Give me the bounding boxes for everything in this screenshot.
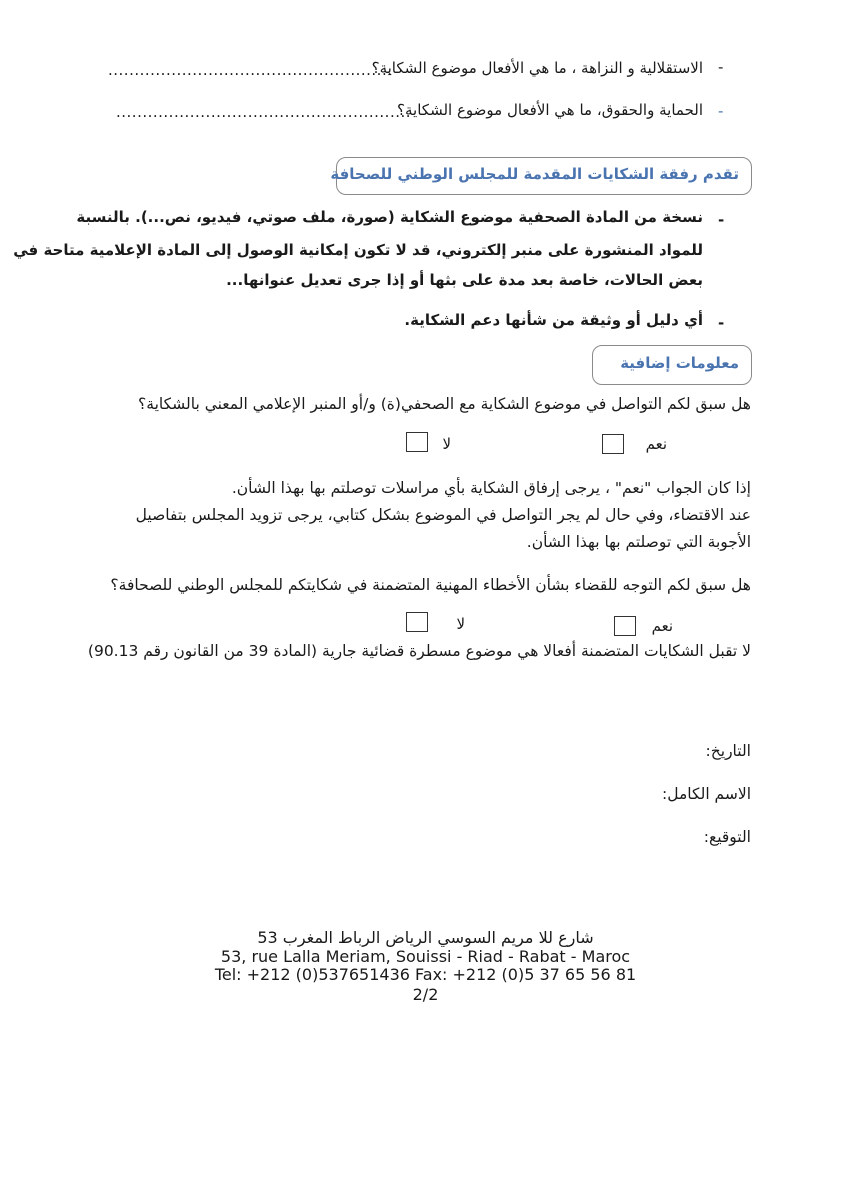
bullet-dash: - — [718, 314, 725, 332]
footer-address-arabic: 53 شارع للا مريم السوسي الرياض الرباط المغرب — [257, 928, 594, 947]
attachment-item-1-line-3: بعض الحالات، خاصة بعد مدة على بثها أو إذا جرى تعديل عنوانها... — [226, 271, 703, 289]
bullet-dash: - — [718, 58, 724, 76]
attachment-item-2: أي دليل أو وثيقة من شأنها دعم الشكاية. — [404, 311, 703, 329]
question-court: هل سبق لكم التوجه للقضاء بشأن الأخطاء المهنية المتضمنة في شكايتكم للمجلس الوطني للصحافة؟ — [110, 576, 751, 594]
section-title-text: تقدم رفقة الشكايات المقدمة للمجلس الوطني للصحافة — [330, 165, 739, 183]
note-judicial-procedure: لا تقبل الشكايات المتضمنة أفعالا هي موضوع مسطرة قضائية جارية (المادة 39 من القانون رقم 90.13) — [87, 642, 751, 660]
option-yes-label: نعم — [651, 617, 673, 635]
signature-label: التوقيع: — [703, 828, 751, 846]
option-yes-label: نعم — [645, 435, 667, 453]
note-attach-correspondence: إذا كان الجواب "نعم" ، يرجى إرفاق الشكاية بأي مراسلات توصلتم بها بهذا الشأن. — [231, 479, 751, 497]
option-no-label: لا — [442, 435, 451, 453]
option-no-label: لا — [456, 615, 465, 633]
question-prior-contact: هل سبق لكم التواصل في موضوع الشكاية مع الصحفي(ة) و/أو المنبر الإعلامي المعني بالشكاية؟ — [138, 395, 751, 413]
note-details-line-1: عند الاقتضاء، وفي حال لم يجر التواصل في الموضوع بشكل كتابي، يرجى تزويد المجلس بتفاصيل — [135, 506, 751, 524]
note-details-line-2: الأجوبة التي توصلتم بها بهذا الشأن. — [526, 533, 751, 551]
bullet-dash: - — [718, 102, 724, 120]
answer-dots-independence[interactable]: ...................................................... — [108, 61, 393, 79]
section-title-text: معلومات إضافية — [620, 354, 739, 372]
full-name-label: الاسم الكامل: — [662, 785, 751, 803]
attachment-item-1-line-2: للمواد المنشورة على منبر إلكتروني، قد لا تكون إمكانية الوصول إلى المادة الإعلامية متاحة في — [13, 241, 703, 259]
bullet-dash: - — [718, 211, 725, 229]
footer-address-french: 53, rue Lalla Meriam, Souissi - Riad - Rabat - Maroc — [220, 947, 631, 966]
yes-checkbox[interactable] — [614, 616, 636, 636]
date-label: التاريخ: — [705, 742, 751, 760]
question-protection: الحماية والحقوق، ما هي الأفعال موضوع الشكاية؟ — [397, 101, 703, 119]
question-independence: الاستقلالية و النزاهة ، ما هي الأفعال موضوع الشكاية؟ — [371, 59, 703, 77]
answer-dots-protection[interactable]: ........................................................ — [116, 103, 412, 121]
yes-checkbox[interactable] — [602, 434, 624, 454]
page-number: 2/2 — [412, 985, 439, 1004]
footer-contact: Tel: +212 (0)537651436 Fax: +212 (0)5 37 65 56 81 — [214, 965, 637, 984]
attachment-item-1-line-1: نسخة من المادة الصحفية موضوع الشكاية (صورة، ملف صوتي، فيديو، نص...). بالنسبة — [76, 208, 703, 226]
section-title-additional — [592, 345, 752, 385]
no-checkbox[interactable] — [406, 432, 428, 452]
no-checkbox[interactable] — [406, 612, 428, 632]
section-title-attachments — [330, 157, 752, 195]
